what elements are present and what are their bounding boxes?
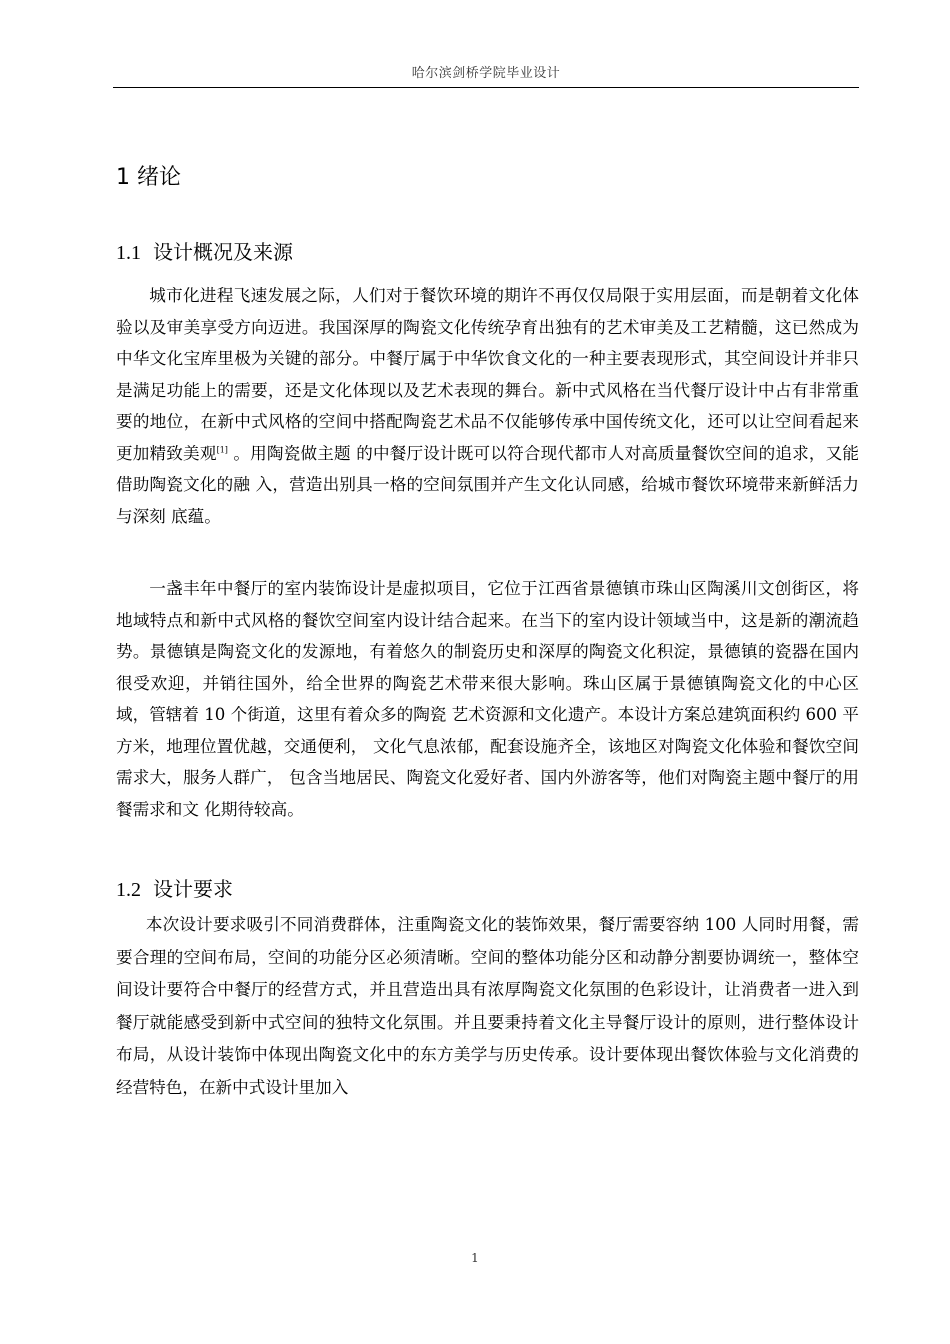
paragraph: 本次设计要求吸引不同消费群体，注重陶瓷文化的装饰效果，餐厅需要容纳 100 人同时用餐，需要合理的空间布局，空间的功能分区必须清晰。空间的整体功能分区和动静分割要协调统一，整体空间设计要符合中餐厅的经营方式，并且营造出具有浓厚陶瓷文化氛围的色彩设计，让消费者一进入到餐厅就能感受到新中式空间的独特文化氛围。并且要秉持着文化主导餐厅设计的原则，进行整体设计布局，从设计装饰中体现出陶瓷文化中的东方美学与历史传承。设计要体现出餐饮体验与文化消费的经营特色，在新中式设计里加入 (116, 915, 859, 1097)
chapter-title: 1 绪论 (116, 165, 181, 190)
section-heading-1-2 (116, 873, 233, 902)
section-title: 设计概况及来源 (153, 240, 293, 264)
paragraph-text: 城市化进程飞速发展之际，人们对于餐饮环境的期许不再仅仅局限于实用层面，而是朝着文化体验以及审美享受方向迈进。我国深厚的陶瓷文化传统孕育出独有的艺术审美及工艺精髓，这已然成为中华文化宝库里极为关键的部分。中餐厅属于中华饮食文化的一种主要表现形式，其空间设计并非只是满足功能上的需要，还是文化体现以及艺术表现的舞台。新中式风格在当代餐厅设计中占有非常重要的地位，在新中式风格的空间中搭配陶瓷艺术品不仅能够传承中国传统文化，还可以让空间看起来更加精致美观 (116, 286, 859, 463)
paragraph-text: 。用陶瓷做主题 的中餐厅设计既可以符合现代都市人对高质量餐饮空间的追求，又能借助陶瓷文化的融 入，营造出别具一格的空间氛围并产生文化认同感，给城市餐饮环境带来新鲜活力与深刻 底蕴。 (116, 443, 859, 526)
paragraph (116, 280, 859, 532)
page-header: 哈尔滨剑桥学院毕业设计 (411, 66, 561, 81)
page-number: 1 (471, 1251, 479, 1265)
section-number: 1.1 (116, 242, 141, 264)
paragraph: 一盏丰年中餐厅的室内装饰设计是虚拟项目，它位于江西省景德镇市珠山区陶溪川文创街区，将地域特点和新中式风格的餐饮空间室内设计结合起来。在当下的室内设计领域当中，这是新的潮流趋势。景德镇是陶瓷文化的发源地，有着悠久的制瓷历史和深厚的陶瓷文化积淀，景德镇的瓷器在国内很受欢迎，并销往国外，给全世界的陶瓷艺术带来很大影响。珠山区属于景德镇陶瓷文化的中心区域，管辖着 10 个街道，这里有着众多的陶瓷 艺术资源和文化遗产。本设计方案总建筑面积约 600 平方米，地理位置优越，交通便利， 文化气息浓郁，配套设施齐全，该地区对陶瓷文化体验和餐饮空间需求大，服务人群广， 包含当地居民、陶瓷文化爱好者、国内外游客等，他们对陶瓷主题中餐厅的用餐需求和文 化期待较高。 (116, 579, 859, 819)
header-rule (113, 87, 859, 88)
section-heading-1-1 (116, 236, 293, 265)
section-number: 1.2 (116, 879, 141, 901)
section-title: 设计要求 (153, 877, 233, 901)
citation-ref: [1] (216, 444, 228, 454)
